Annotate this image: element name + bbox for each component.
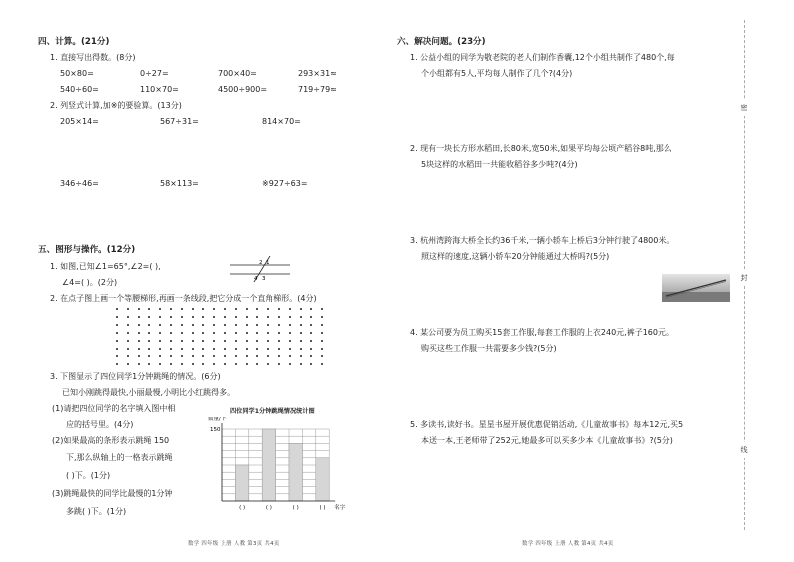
grid-dot [310, 363, 312, 365]
grid-dot [159, 348, 161, 350]
grid-dot [192, 324, 194, 326]
grid-dot [289, 340, 291, 342]
grid-dot [192, 348, 194, 350]
oral-item: 700×40= [218, 69, 257, 78]
oral-item: 540÷60= [60, 85, 99, 94]
q5-3-sub2-answer: ( )下。(1分) [66, 471, 111, 480]
grid-dot [159, 308, 161, 310]
grid-dot [321, 316, 323, 318]
grid-dot [192, 316, 194, 318]
grid-dot [289, 332, 291, 334]
grid-dot [235, 316, 237, 318]
grid-dot [256, 316, 258, 318]
grid-dot [202, 348, 204, 350]
grid-dot [192, 355, 194, 357]
grid-dot [300, 340, 302, 342]
grid-dot [116, 324, 118, 326]
grid-dot [138, 332, 140, 334]
grid-dot [256, 348, 258, 350]
q5-3-sub2-cont: 下,那么纵轴上的一格表示跳绳 [66, 453, 173, 462]
vertical-calc-item: 567÷31= [160, 117, 199, 126]
grid-dot [148, 363, 150, 365]
grid-dot [321, 332, 323, 334]
grid-dot [267, 355, 269, 357]
grid-dot [127, 332, 129, 334]
grid-dot [159, 324, 161, 326]
grid-dot [181, 316, 183, 318]
grid-dot [278, 348, 280, 350]
grid-dot [213, 340, 215, 342]
grid-dot [246, 308, 248, 310]
grid-dot [181, 363, 183, 365]
grid-dot [213, 348, 215, 350]
problem-1-cont: 个小组都有5人,平均每人制作了几个?(4分) [421, 69, 573, 78]
y-axis-label: 数量/下 [208, 417, 227, 422]
grid-dot [310, 355, 312, 357]
grid-dot [213, 363, 215, 365]
grid-dot [202, 332, 204, 334]
grid-dot [181, 308, 183, 310]
grid-dot [278, 355, 280, 357]
grid-dot [235, 355, 237, 357]
grid-dot [116, 348, 118, 350]
q5-3-sub3: (3)跳绳最快的同学比最慢的1分钟 [52, 489, 173, 498]
grid-dot [213, 324, 215, 326]
seal-label-feng: 封 [736, 270, 752, 286]
grid-dot [267, 308, 269, 310]
seal-label-xian: 线 [736, 442, 752, 458]
grid-dot [213, 355, 215, 357]
problem-3-cont: 照这样的速度,这辆小轿车20分钟能通过大桥吗?(5分) [421, 252, 610, 261]
grid-dot [224, 340, 226, 342]
grid-dot [235, 308, 237, 310]
q5-3-sub1-cont: 应的括号里。(4分) [66, 420, 134, 429]
grid-dot [202, 340, 204, 342]
chart-title: 四位同学1分钟跳绳情况统计图 [230, 408, 315, 415]
grid-dot [300, 363, 302, 365]
grid-dot [235, 324, 237, 326]
grid-dot [181, 324, 183, 326]
grid-dot [267, 316, 269, 318]
section-4-title: 四、计算。(21分) [38, 37, 110, 47]
grid-dot [224, 355, 226, 357]
grid-dot [202, 363, 204, 365]
vertical-calc-item: ※927÷63= [262, 179, 308, 188]
grid-dot [235, 340, 237, 342]
grid-dot [278, 316, 280, 318]
problem-5-cont: 本送一本,王老师带了252元,她最多可以买多少本《儿童故事书》?(5分) [421, 436, 673, 445]
vertical-calc-item: 58×113= [160, 179, 199, 188]
grid-dot [148, 332, 150, 334]
section-6-title: 六、解决问题。(23分) [397, 37, 486, 47]
right-footer: 数学 四年级 上册 人教 第4页 共4页 [522, 541, 614, 547]
grid-dot [116, 363, 118, 365]
grid-dot [321, 348, 323, 350]
grid-dot [267, 348, 269, 350]
problem-2: 2. 现有一块长方形水稻田,长80米,宽50米,如果平均每公顷产稻谷8吨,那么 [410, 144, 672, 153]
bar [262, 429, 275, 501]
grid-dot [310, 332, 312, 334]
grid-dot [213, 316, 215, 318]
grid-dot [159, 340, 161, 342]
section-5-title: 五、图形与操作。(12分) [38, 245, 136, 255]
problem-5: 5. 多读书,读好书。星星书屋开展优惠促销活动,《儿童故事书》每本12元,买5 [410, 420, 684, 429]
grid-dot [181, 355, 183, 357]
vertical-calc-item: 814×70= [262, 117, 301, 126]
grid-dot [246, 332, 248, 334]
grid-dot [224, 363, 226, 365]
grid-dot [116, 332, 118, 334]
grid-dot [321, 308, 323, 310]
grid-dot [148, 308, 150, 310]
angle-label: 4 [254, 276, 258, 282]
grid-dot [116, 340, 118, 342]
problem-2-cont: 5块这样的水稻田一共能收稻谷多少吨?(4分) [421, 160, 578, 169]
grid-dot [127, 340, 129, 342]
grid-dot [246, 355, 248, 357]
grid-dot [127, 363, 129, 365]
q5-3-sub2: (2)如果最高的条形表示跳绳 150 [52, 436, 170, 445]
dot-grid[interactable] [116, 308, 324, 370]
grid-dot [310, 324, 312, 326]
grid-dot [127, 348, 129, 350]
grid-dot [170, 332, 172, 334]
category-label: ( ) [319, 505, 326, 511]
grid-dot [267, 340, 269, 342]
grid-dot [278, 340, 280, 342]
q5-1-prompt: 1. 如图,已知∠1=65°,∠2=( ), [50, 262, 161, 271]
q5-3-prompt: 3. 下图显示了四位同学1分钟跳绳的情况。(6分) [50, 372, 221, 381]
grid-dot [300, 348, 302, 350]
grid-dot [278, 332, 280, 334]
grid-dot [181, 340, 183, 342]
grid-dot [202, 324, 204, 326]
grid-dot [224, 308, 226, 310]
grid-dot [289, 363, 291, 365]
grid-dot [278, 308, 280, 310]
oral-item: 0÷27= [140, 69, 169, 78]
grid-dot [127, 308, 129, 310]
grid-dot [289, 308, 291, 310]
q4-1-prompt: 1. 直接写出得数。(8分) [50, 53, 136, 62]
grid-dot [267, 332, 269, 334]
grid-dot [300, 355, 302, 357]
grid-dot [289, 355, 291, 357]
grid-dot [300, 332, 302, 334]
q5-3-note: 已知小刚跳得最快,小丽最慢,小明比小红跳得多。 [62, 388, 236, 397]
oral-item: 50×80= [60, 69, 94, 78]
grid-dot [170, 340, 172, 342]
grid-dot [170, 363, 172, 365]
grid-dot [246, 316, 248, 318]
category-label: ( ) [265, 505, 272, 511]
grid-dot [170, 316, 172, 318]
grid-dot [235, 332, 237, 334]
q5-1-prompt-cont: ∠4=( )。(2分) [62, 278, 118, 287]
vertical-calc-item: 346÷46= [60, 179, 99, 188]
problem-4: 4. 某公司要为员工购买15套工作服,每套工作服的上衣240元,裤子160元。 [410, 328, 674, 337]
grid-dot [246, 340, 248, 342]
grid-dot [246, 348, 248, 350]
grid-dot [246, 324, 248, 326]
grid-dot [321, 340, 323, 342]
q5-2-prompt: 2. 在点子图上画一个等腰梯形,再画一条线段,把它分成一个直角梯形。(4分) [50, 294, 317, 303]
grid-dot [213, 332, 215, 334]
grid-dot [310, 316, 312, 318]
grid-dot [300, 308, 302, 310]
grid-dot [159, 332, 161, 334]
angle-figure [228, 255, 292, 283]
grid-dot [246, 363, 248, 365]
q4-2-prompt: 2. 列竖式计算,加※的要验算。(13分) [50, 101, 182, 110]
y-top-tick: 150 [210, 427, 221, 433]
grid-dot [138, 324, 140, 326]
grid-dot [192, 332, 194, 334]
bar [235, 465, 248, 501]
grid-dot [256, 355, 258, 357]
grid-dot [170, 355, 172, 357]
grid-dot [170, 348, 172, 350]
angle-label: 2 [259, 260, 263, 266]
bar-chart [206, 417, 374, 517]
q5-3-sub1: (1)请把四位同学的名字填入图中相 [52, 404, 176, 413]
grid-dot [202, 308, 204, 310]
grid-dot [192, 340, 194, 342]
grid-dot [267, 363, 269, 365]
grid-dot [321, 363, 323, 365]
grid-dot [202, 316, 204, 318]
grid-dot [138, 363, 140, 365]
grid-dot [224, 316, 226, 318]
category-label: ( ) [239, 505, 246, 511]
grid-dot [127, 324, 129, 326]
grid-dot [148, 348, 150, 350]
grid-dot [235, 363, 237, 365]
grid-dot [148, 324, 150, 326]
grid-dot [278, 363, 280, 365]
grid-dot [289, 316, 291, 318]
grid-dot [127, 316, 129, 318]
grid-dot [138, 348, 140, 350]
grid-dot [321, 355, 323, 357]
q5-3-sub3-cont: 多跳( )下。(1分) [66, 507, 127, 516]
grid-dot [138, 355, 140, 357]
grid-dot [170, 324, 172, 326]
grid-dot [300, 316, 302, 318]
grid-dot [256, 324, 258, 326]
vertical-calc-item: 205×14= [60, 117, 99, 126]
grid-dot [138, 308, 140, 310]
problem-4-cont: 购买这些工作服一共需要多少钱?(5分) [421, 344, 557, 353]
seal-label-mi: 密 [736, 100, 752, 116]
grid-dot [192, 363, 194, 365]
oral-item: 293×31≈ [298, 69, 337, 78]
grid-dot [138, 316, 140, 318]
grid-dot [256, 332, 258, 334]
x-axis-label: 名字 [334, 505, 346, 511]
oral-item: 4500÷900= [218, 85, 268, 94]
grid-dot [224, 332, 226, 334]
grid-dot [213, 308, 215, 310]
grid-dot [116, 308, 118, 310]
angle-label: 1 [266, 260, 270, 266]
grid-dot [267, 324, 269, 326]
left-footer: 数学 四年级 上册 人教 第3页 共4页 [188, 541, 280, 547]
oral-item: 719÷79≈ [298, 85, 337, 94]
grid-dot [289, 324, 291, 326]
grid-dot [224, 348, 226, 350]
grid-dot [256, 340, 258, 342]
grid-dot [127, 355, 129, 357]
bridge-photo [662, 274, 730, 302]
problem-3: 3. 杭州湾跨海大桥全长约36千米,一辆小轿车上桥后3分钟行驶了4800米。 [410, 236, 675, 245]
grid-dot [310, 308, 312, 310]
grid-dot [300, 324, 302, 326]
grid-dot [159, 363, 161, 365]
grid-dot [256, 308, 258, 310]
grid-dot [159, 355, 161, 357]
grid-dot [181, 348, 183, 350]
grid-dot [192, 308, 194, 310]
angle-label: 3 [262, 276, 266, 282]
grid-dot [289, 348, 291, 350]
grid-dot [310, 348, 312, 350]
grid-dot [224, 324, 226, 326]
grid-dot [116, 316, 118, 318]
oral-item: 110×70= [140, 85, 179, 94]
grid-dot [235, 348, 237, 350]
grid-dot [148, 316, 150, 318]
grid-dot [310, 340, 312, 342]
grid-dot [148, 340, 150, 342]
grid-dot [202, 355, 204, 357]
grid-dot [181, 332, 183, 334]
grid-dot [138, 340, 140, 342]
grid-dot [256, 363, 258, 365]
problem-1: 1. 公益小组的同学为敬老院的老人们制作香囊,12个小组共制作了480个,每 [410, 53, 675, 62]
bar [289, 443, 302, 501]
grid-dot [278, 324, 280, 326]
category-label: ( ) [292, 505, 299, 511]
grid-dot [159, 316, 161, 318]
grid-dot [116, 355, 118, 357]
bar [316, 458, 329, 501]
grid-dot [321, 324, 323, 326]
grid-dot [148, 355, 150, 357]
grid-dot [170, 308, 172, 310]
